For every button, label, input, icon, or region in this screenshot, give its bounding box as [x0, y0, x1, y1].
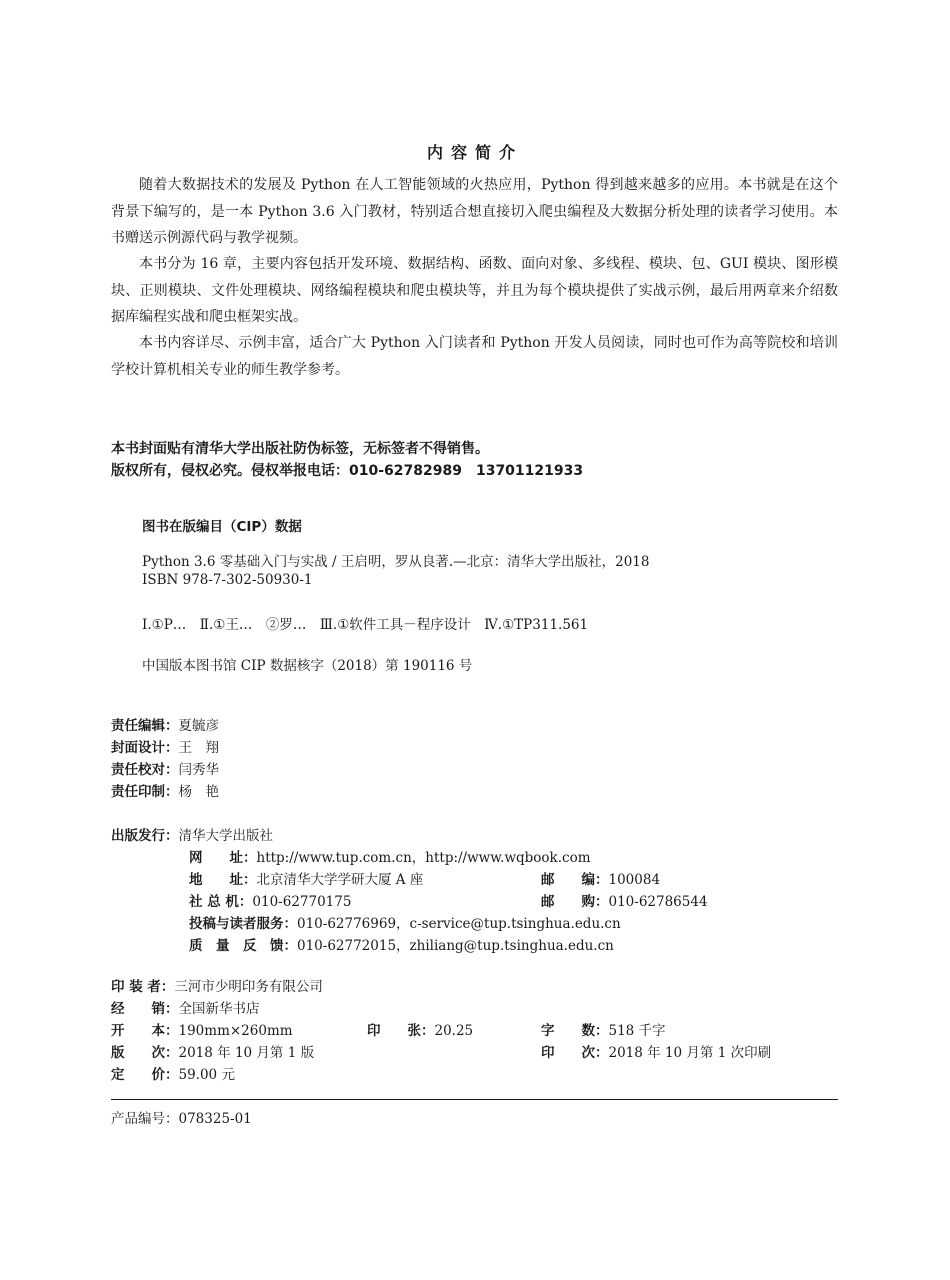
switchboard-label: 社 总 机： [189, 894, 253, 910]
cip-record-line: Python 3.6 零基础入门与实战 / 王启明，罗从良著.—北京：清华大学出版社，2018 [142, 554, 650, 570]
staff-value: 闫秀华 [178, 762, 219, 778]
staff-label: 责任校对： [111, 762, 179, 778]
publisher-label: 出版发行： [111, 828, 179, 844]
price-line [111, 1063, 235, 1083]
feedback-label: 质 量 反 馈： [189, 938, 297, 954]
staff-proofreader [111, 758, 219, 778]
format-line [111, 1019, 293, 1039]
edition-label: 版 次： [111, 1045, 179, 1061]
impression-value: 2018 年 10 月第 1 次印刷 [608, 1045, 772, 1061]
edition-line [111, 1041, 314, 1061]
publisher-line [111, 824, 273, 844]
words-value: 518 千字 [608, 1023, 666, 1039]
staff-value: 王 翔 [178, 740, 219, 756]
summary-title: 内容简介 [426, 143, 523, 162]
price-label: 定 价： [111, 1067, 179, 1083]
staff-label: 封面设计： [111, 740, 179, 756]
summary-paragraph-1: 随着大数据技术的发展及 Python 在人工智能领域的火热应用，Python 得到越来越多的应用。本书就是在这个背景下编写的，是一本 Python 3.6 入门教材，特别适合想直接切入爬虫编程及大数据分析处理的读者学习使用。本书赠送示例源代码与教学视频。 [111, 177, 838, 246]
postcode-label: 邮 编： [541, 872, 609, 888]
divider-rule [111, 1099, 838, 1100]
publisher-service [189, 912, 621, 932]
publisher-website [189, 846, 591, 866]
staff-editor [111, 714, 219, 734]
publisher-postcode [541, 868, 660, 888]
price-value: 59.00 元 [178, 1067, 235, 1083]
service-value: 010-62776969，c-service@tup.tsinghua.edu.cn [297, 916, 621, 932]
cip-classification: Ⅰ.①P… Ⅱ.①王… ②罗… Ⅲ.①软件工具－程序设计 Ⅳ.①TP311.561 [142, 617, 589, 633]
edition-value: 2018 年 10 月第 1 版 [178, 1045, 315, 1061]
summary-paragraph-2: 本书分为 16 章，主要内容包括开发环境、数据结构、函数、面向对象、多线程、模块、包、GUI 模块、图形模块、正则模块、文件处理模块、网络编程模块和爬虫模块等，并且为每个模块提供了实战示例，最后用两章来介绍数据库编程实战和爬虫框架实战。 [111, 256, 838, 325]
words-line [541, 1019, 666, 1039]
address-label: 地 址： [189, 872, 257, 888]
sheets-value: 20.25 [434, 1023, 474, 1039]
impression-line [541, 1041, 771, 1061]
publisher-name: 清华大学出版社 [178, 828, 273, 844]
publisher-address [189, 868, 423, 888]
cip-isbn: ISBN 978-7-302-50930-1 [142, 572, 313, 588]
staff-cover-design [111, 736, 219, 756]
copyright-notice: 版权所有，侵权必究。侵权举报电话：010-62782989 13701121933 [111, 463, 584, 479]
postcode-value: 100084 [608, 872, 661, 888]
summary-paragraph-3: 本书内容详尽、示例丰富，适合广大 Python 入门读者和 Python 开发人员阅读，同时也可作为高等院校和培训学校计算机相关专业的师生教学参考。 [111, 335, 838, 378]
staff-value: 杨 艳 [178, 784, 219, 800]
printer-line [111, 975, 323, 995]
anti-counterfeit-notice: 本书封面贴有清华大学出版社防伪标签，无标签者不得销售。 [111, 441, 489, 457]
mailorder-value: 010-62786544 [608, 894, 708, 910]
printer-label: 印 装 者： [111, 979, 175, 995]
distributor-line [111, 997, 260, 1017]
impression-label: 印 次： [541, 1045, 609, 1061]
printer-value: 三河市少明印务有限公司 [174, 979, 323, 995]
service-label: 投稿与读者服务： [189, 916, 297, 932]
website-label: 网 址： [189, 850, 257, 866]
staff-label: 责任印制： [111, 784, 179, 800]
address-value: 北京清华大学学研大厦 A 座 [256, 872, 424, 888]
words-label: 字 数： [541, 1023, 609, 1039]
product-code-label: 产品编号： [111, 1111, 179, 1127]
switchboard-value: 010-62770175 [252, 894, 352, 910]
staff-printing [111, 780, 219, 800]
product-code-value: 078325-01 [178, 1111, 252, 1127]
format-label: 开 本： [111, 1023, 179, 1039]
distributor-value: 全国新华书店 [178, 1001, 260, 1017]
website-value: http://www.tup.com.cn，http://www.wqbook.com [256, 850, 591, 866]
product-code-line [111, 1107, 252, 1127]
publisher-mailorder [541, 890, 708, 910]
feedback-value: 010-62772015，zhiliang@tup.tsinghua.edu.cn [297, 938, 614, 954]
cip-heading: 图书在版编目（CIP）数据 [142, 519, 302, 535]
sheets-line [367, 1019, 473, 1039]
cip-verification-number: 中国版本图书馆 CIP 数据核字（2018）第 190116 号 [142, 658, 473, 674]
format-value: 190mm×260mm [178, 1023, 293, 1039]
sheets-label: 印 张： [367, 1023, 435, 1039]
publisher-feedback [189, 934, 614, 954]
staff-value: 夏毓彦 [178, 718, 219, 734]
staff-label: 责任编辑： [111, 718, 179, 734]
mailorder-label: 邮 购： [541, 894, 609, 910]
publisher-switchboard [189, 890, 351, 910]
distributor-label: 经 销： [111, 1001, 179, 1017]
